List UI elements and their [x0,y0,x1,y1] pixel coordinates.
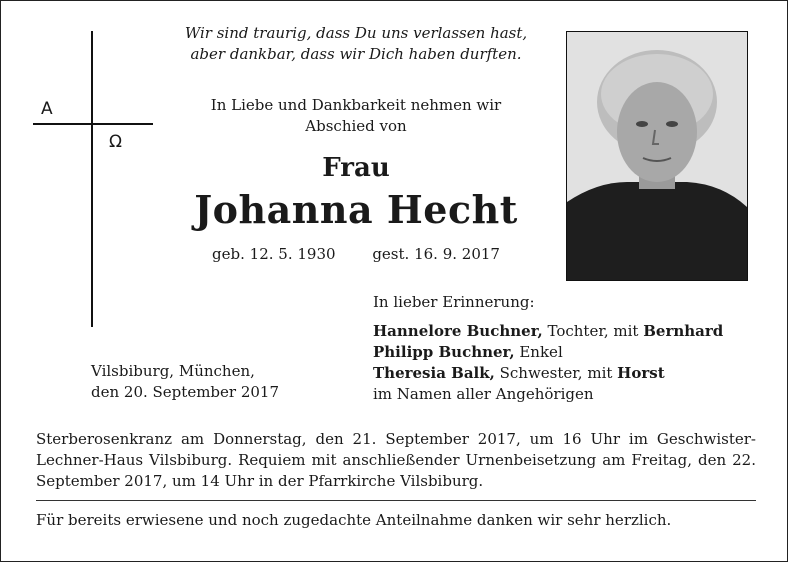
mourners-list [373,292,773,405]
intro-text: In Liebe und Dankbarkeit nehmen wir Abschied von [210,96,502,135]
thanks-text: Für bereits erwiesene und noch zugedachte Anteilnahme danken wir sehr herzlich. [36,511,672,529]
salutation: Frau [322,153,390,183]
alpha-icon: A [41,99,53,119]
portrait-image [567,32,747,280]
portrait-photo [566,31,748,281]
mourner-line: im Namen aller Angehörigen [373,385,594,403]
divider [36,500,756,501]
cross-horizontal-bar [33,123,153,125]
omega-icon: Ω [109,132,122,152]
life-dates [151,245,561,263]
quote-text: Wir sind traurig, dass Du uns verlassen hast, aber dankbar, dass wir Dich haben durften. [184,24,528,63]
funeral-info: Sterberosenkranz am Donnerstag, den 21. September 2017, um 16 Uhr im Geschwister-Lechner-Haus Vilsbiburg. Requiem mit anschließender Urnenbeisetzung am Freitag, den 22. September 2017, um 14 Uhr in der Pfarrkirche Vilsbiburg. [36,430,756,490]
cross-vertical-bar [91,31,93,327]
memory-heading: In lieber Erinnerung: [373,293,535,311]
birth-date: geb. 12. 5. 1930 [212,245,336,263]
mourner-line: Hannelore Buchner, Tochter, mit Bernhard [373,322,724,340]
place-and-date: Vilsbiburg, München, den 20. September 2017 [91,362,280,401]
mourner-line: Theresia Balk, Schwester, mit Horst [373,364,665,382]
deceased-name: Johanna Hecht [194,187,518,232]
death-date: gest. 16. 9. 2017 [372,245,500,263]
mourner-line: Philipp Buchner, Enkel [373,343,563,361]
